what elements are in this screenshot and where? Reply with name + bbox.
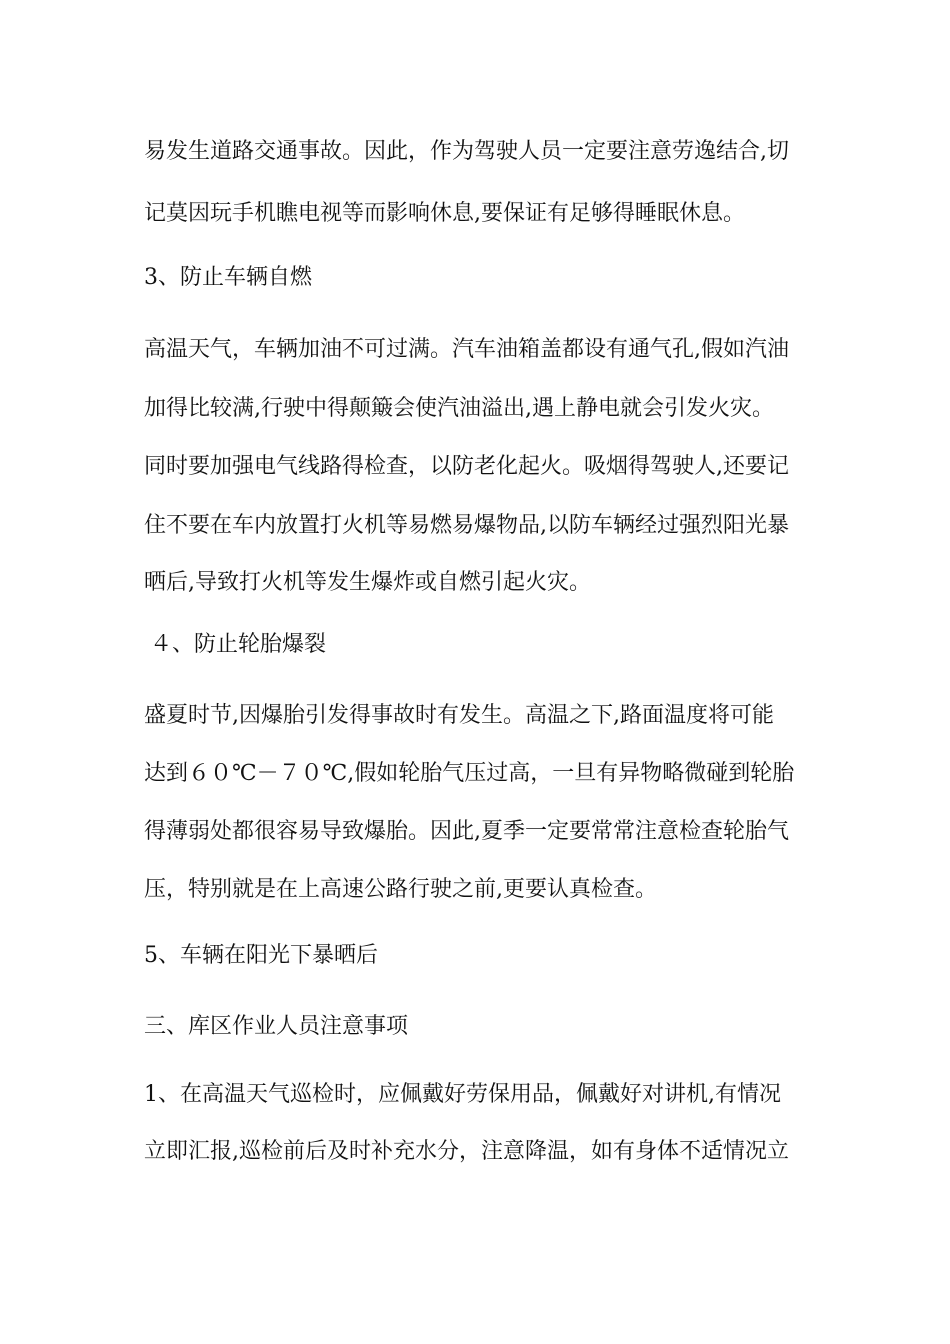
body-text-line: 易发生道路交通事故。因此，作为驾驶人员一定要注意劳逸结合,切 xyxy=(144,139,789,164)
body-text-line: 高温天气，车辆加油不可过满。汽车油箱盖都设有通气孔,假如汽油 xyxy=(144,337,789,362)
section-heading-5: 5、车辆在阳光下暴晒后 xyxy=(144,943,378,968)
chapter-heading-3: 三、库区作业人员注意事项 xyxy=(144,1014,409,1039)
section-heading-4: ４、防止轮胎爆裂 xyxy=(150,632,327,657)
body-text-line: 达到６０℃－７０℃,假如轮胎气压过高，一旦有异物略微碰到轮胎 xyxy=(144,761,795,786)
body-text-line: 盛夏时节,因爆胎引发得事故时有发生。高温之下,路面温度将可能 xyxy=(144,703,774,728)
body-text-line: 立即汇报,巡检前后及时补充水分，注意降温，如有身体不适情况立 xyxy=(144,1139,789,1164)
body-text-line: 压，特别就是在上高速公路行驶之前,更要认真检查。 xyxy=(144,877,657,902)
body-text-line: 1、在高温天气巡检时，应佩戴好劳保用品，佩戴好对讲机,有情况 xyxy=(144,1082,781,1107)
body-text-line: 晒后,导致打火机等发生爆炸或自燃引起火灾。 xyxy=(144,570,591,595)
body-text-line: 记莫因玩手机瞧电视等而影响休息,要保证有足够得睡眠休息。 xyxy=(144,201,745,226)
body-text-line: 得薄弱处都很容易导致爆胎。因此,夏季一定要常常注意检查轮胎气 xyxy=(144,819,789,844)
body-text-line: 同时要加强电气线路得检查，以防老化起火。吸烟得驾驶人,还要记 xyxy=(144,454,789,479)
section-heading-3: 3、防止车辆自燃 xyxy=(144,265,312,290)
body-text-line: 住不要在车内放置打火机等易燃易爆物品,以防车辆经过强烈阳光暴 xyxy=(144,513,789,538)
body-text-line: 加得比较满,行驶中得颠簸会使汽油溢出,遇上静电就会引发火灾。 xyxy=(144,396,774,421)
